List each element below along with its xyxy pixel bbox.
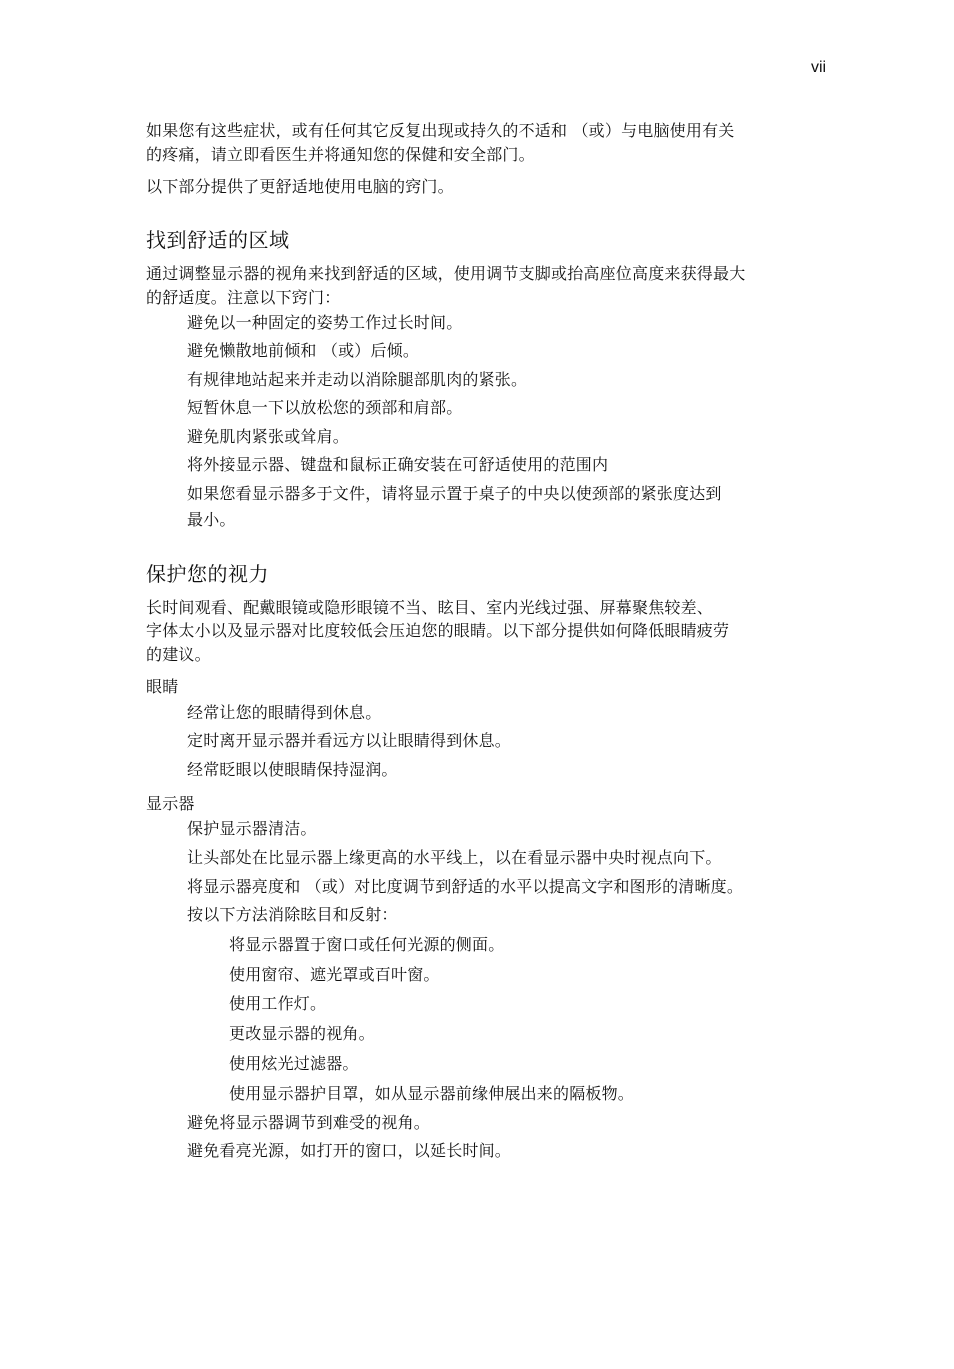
comfort-list-item: 将外接显示器、键盘和鼠标正确安装在可舒适使用的范围内 [187, 455, 609, 474]
intro-line-2: 的疼痛，请立即看医生并将通知您的保健和安全部门。 [146, 145, 535, 164]
comfort-zone-heading: 找到舒适的区域 [146, 228, 290, 252]
display-list-item: 保护显示器清洁。 [187, 819, 317, 838]
glare-sub-item: 将显示器置于窗口或任何光源的侧面。 [229, 935, 505, 954]
comfort-list-item: 短暂休息一下以放松您的颈部和肩部。 [187, 398, 463, 417]
display-label: 显示器 [146, 794, 195, 813]
glare-sub-item: 使用炫光过滤器。 [229, 1054, 359, 1073]
comfort-list-item: 避免懒散地前倾和 （或）后倾。 [187, 341, 420, 360]
eyes-list-item: 经常让您的眼睛得到休息。 [187, 703, 382, 722]
vision-para-line-3: 的建议。 [146, 645, 211, 664]
glare-sub-item: 使用显示器护目罩，如从显示器前缘伸展出来的隔板物。 [229, 1084, 635, 1103]
comfort-list-item: 避免肌肉紧张或耸肩。 [187, 427, 350, 446]
glare-sub-item: 使用工作灯。 [229, 994, 327, 1013]
intro-line-3: 以下部分提供了更舒适地使用电脑的窍门。 [146, 177, 454, 196]
eyes-list-item: 定时离开显示器并看远方以让眼睛得到休息。 [187, 731, 512, 750]
display-list-item: 将显示器亮度和 （或）对比度调节到舒适的水平以提高文字和图形的清晰度。 [187, 877, 744, 896]
display-list-item: 让头部处在比显示器上缘更高的水平线上，以在看显示器中央时视点向下。 [187, 848, 722, 867]
comfort-zone-para-line-2: 的舒适度。注意以下窍门： [146, 288, 341, 307]
vision-heading: 保护您的视力 [146, 562, 269, 586]
vision-para-line-1: 长时间观看、配戴眼镜或隐形眼镜不当、眩目、室内光线过强、屏幕聚焦较差、 [146, 598, 714, 617]
comfort-list-item: 有规律地站起来并走动以消除腿部肌肉的紧张。 [187, 370, 528, 389]
page-number: vii [811, 59, 827, 76]
comfort-zone-para-line-1: 通过调整显示器的视角来找到舒适的区域，使用调节支脚或抬高座位高度来获得最大 [146, 264, 746, 283]
comfort-list-item: 如果您看显示器多于文件，请将显示置于桌子的中央以使颈部的紧张度达到 [187, 484, 722, 503]
display-list-item: 避免将显示器调节到难受的视角。 [187, 1113, 431, 1132]
vision-para-line-2: 字体太小以及显示器对比度较低会压迫您的眼睛。以下部分提供如何降低眼睛疲劳 [146, 621, 730, 640]
glare-sub-item: 更改显示器的视角。 [229, 1024, 375, 1043]
display-list-item: 避免看亮光源，如打开的窗口，以延长时间。 [187, 1141, 512, 1160]
comfort-list-item-continuation: 最小。 [187, 510, 236, 529]
intro-line-1: 如果您有这些症状，或有任何其它反复出现或持久的不适和 （或）与电脑使用有关 [146, 121, 735, 140]
display-list-item: 按以下方法消除眩目和反射： [187, 905, 398, 924]
eyes-label: 眼睛 [146, 677, 179, 696]
eyes-list-item: 经常眨眼以使眼睛保持湿润。 [187, 760, 398, 779]
glare-sub-item: 使用窗帘、遮光罩或百叶窗。 [229, 965, 440, 984]
comfort-list-item: 避免以一种固定的姿势工作过长时间。 [187, 313, 463, 332]
